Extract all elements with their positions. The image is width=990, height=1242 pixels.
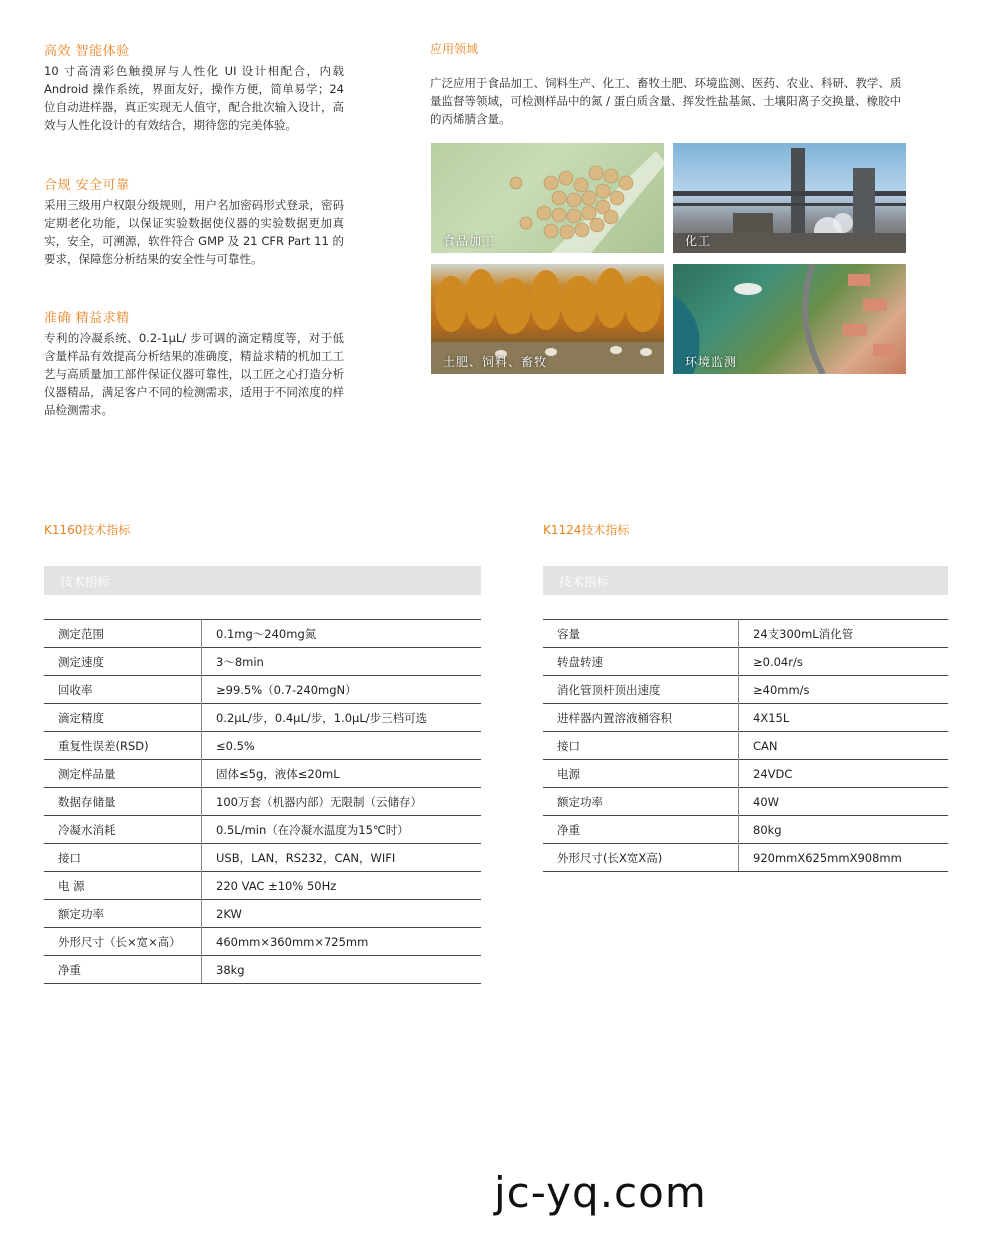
table-row <box>543 816 948 844</box>
spec-label: 电源 <box>543 760 739 788</box>
spec-value: 3～8min <box>202 648 482 676</box>
website-url: jc-yq.com <box>494 1168 707 1217</box>
table-row <box>543 620 948 648</box>
environment-photo <box>673 264 906 374</box>
table-row <box>543 760 948 788</box>
spec-label: 测定范围 <box>44 620 202 648</box>
spec-value: 固体≤5g，液体≤20mL <box>202 760 482 788</box>
spec-value: 40W <box>739 788 949 816</box>
spec-value: ≥40mm/s <box>739 676 949 704</box>
table-row <box>543 732 948 760</box>
food-processing-photo <box>431 143 664 253</box>
spec-label: 电 源 <box>44 872 202 900</box>
feature-text: 10 寸高清彩色触摸屏与人性化 UI 设计相配合，内载 Android 操作系统，界面友好，操作方便，简单易学；24 位自动进样器，真正实现无人值守，配合批次输入设计，高效与人性化设计的有效结合，期待您的完美体验。 <box>44 64 344 132</box>
agriculture-photo <box>431 264 664 374</box>
table-row <box>543 844 948 872</box>
k1160-spec-table <box>44 619 481 984</box>
spec-label: 测定样品量 <box>44 760 202 788</box>
spec-value: 100万套（机器内部）无限制（云储存） <box>202 788 482 816</box>
spec-value: 4X15L <box>739 704 949 732</box>
photo-caption: 土肥、饲料、畜牧 <box>443 355 548 369</box>
spec-label: 数据存储量 <box>44 788 202 816</box>
spec1-header-bar <box>44 566 481 595</box>
spec-value: USB，LAN，RS232，CAN，WIFI <box>202 844 482 872</box>
application-text: 广泛应用于食品加工、饲料生产、化工、畜牧土肥、环境监测、医药、农业、科研、教学、质量监督等领域，可检测样品中的氮 / 蛋白质含量、挥发性盐基氮、土壤阳离子交换量、橡胶中的丙烯腈含量。 <box>430 76 902 126</box>
table-row <box>44 844 481 872</box>
spec-value: 220 VAC ±10% 50Hz <box>202 872 482 900</box>
spec-label: 外形尺寸（长×宽×高） <box>44 928 202 956</box>
table-row <box>44 816 481 844</box>
table-row <box>543 648 948 676</box>
application-section <box>430 40 908 128</box>
feature-title: 合规 安全可靠 <box>44 178 130 193</box>
table-row <box>44 788 481 816</box>
spec-label: 重复性误差(RSD) <box>44 732 202 760</box>
table-row <box>44 676 481 704</box>
spec2-header: 技术指标 <box>559 574 610 589</box>
spec2-header-bar <box>543 566 948 595</box>
feature-title: 高效 智能体验 <box>44 44 130 59</box>
table-row <box>543 704 948 732</box>
table-row <box>44 648 481 676</box>
spec-value: 460mm×360mm×725mm <box>202 928 482 956</box>
feature-text: 采用三级用户权限分级规则，用户名加密码形式登录，密码定期老化功能，以保证实验数据使仪器的实验数据更加真实，安全，可溯源，软件符合 GMP 及 21 CFR Part 11 的要求，保障您分析结果的安全性与可靠性。 <box>44 198 344 266</box>
spec-label: 转盘转速 <box>543 648 739 676</box>
feature-efficiency <box>44 40 344 134</box>
spec-label: 接口 <box>44 844 202 872</box>
table-row <box>44 732 481 760</box>
spec-value: 0.2μL/步，0.4μL/步，1.0μL/步三档可选 <box>202 704 482 732</box>
spec1-title: K1160技术指标 <box>44 523 131 537</box>
feature-accuracy <box>44 307 344 419</box>
spec-label: 冷凝水消耗 <box>44 816 202 844</box>
k1124-spec-table <box>543 619 948 872</box>
chemical-industry-photo <box>673 143 906 253</box>
spec-value: 24支300mL消化管 <box>739 620 949 648</box>
spec-value: 2KW <box>202 900 482 928</box>
spec-value: ≤0.5% <box>202 732 482 760</box>
spec2-title: K1124技术指标 <box>543 523 630 537</box>
photo-caption: 环境监测 <box>685 355 738 369</box>
table-row <box>44 620 481 648</box>
table-row <box>543 676 948 704</box>
spec-value: CAN <box>739 732 949 760</box>
spec-value: 80kg <box>739 816 949 844</box>
spec-label: 容量 <box>543 620 739 648</box>
feature-text: 专利的冷凝系统、0.2-1μL/ 步可调的滴定精度等，对于低含量样品有效提高分析结果的准确度，精益求精的机加工工艺与高质量加工部件保证仪器可靠性，以工匠之心打造分析仪器精品，满足客户不同的检测需求，适用于不同浓度的样品检测需求。 <box>44 331 344 417</box>
spec-value: 24VDC <box>739 760 949 788</box>
spec-label: 净重 <box>44 956 202 984</box>
spec-value: ≥0.04r/s <box>739 648 949 676</box>
photo-caption: 食品加工 <box>443 234 496 248</box>
spec-label: 滴定精度 <box>44 704 202 732</box>
table-row <box>44 704 481 732</box>
spec-value: 0.1mg～240mg氮 <box>202 620 482 648</box>
feature-compliance <box>44 174 344 268</box>
photo-caption: 化工 <box>685 234 712 248</box>
spec-label: 额定功率 <box>543 788 739 816</box>
spec-label: 外形尺寸(长X宽X高) <box>543 844 739 872</box>
spec-value: 920mmX625mmX908mm <box>739 844 949 872</box>
table-row <box>44 928 481 956</box>
table-row <box>44 956 481 984</box>
spec1-header: 技术指标 <box>60 574 111 589</box>
table-row <box>44 872 481 900</box>
spec-value: 38kg <box>202 956 482 984</box>
spec-label: 接口 <box>543 732 739 760</box>
spec-label: 额定功率 <box>44 900 202 928</box>
spec-label: 进样器内置溶液桶容积 <box>543 704 739 732</box>
spec-value: 0.5L/min（在冷凝水温度为15℃时） <box>202 816 482 844</box>
spec-value: ≥99.5%（0.7-240mgN） <box>202 676 482 704</box>
table-row <box>44 900 481 928</box>
spec-label: 净重 <box>543 816 739 844</box>
spec-label: 测定速度 <box>44 648 202 676</box>
spec-label: 回收率 <box>44 676 202 704</box>
table-row <box>543 788 948 816</box>
application-title: 应用领域 <box>430 42 479 56</box>
spec-label: 消化管顶杆顶出速度 <box>543 676 739 704</box>
feature-title: 准确 精益求精 <box>44 311 130 326</box>
table-row <box>44 760 481 788</box>
